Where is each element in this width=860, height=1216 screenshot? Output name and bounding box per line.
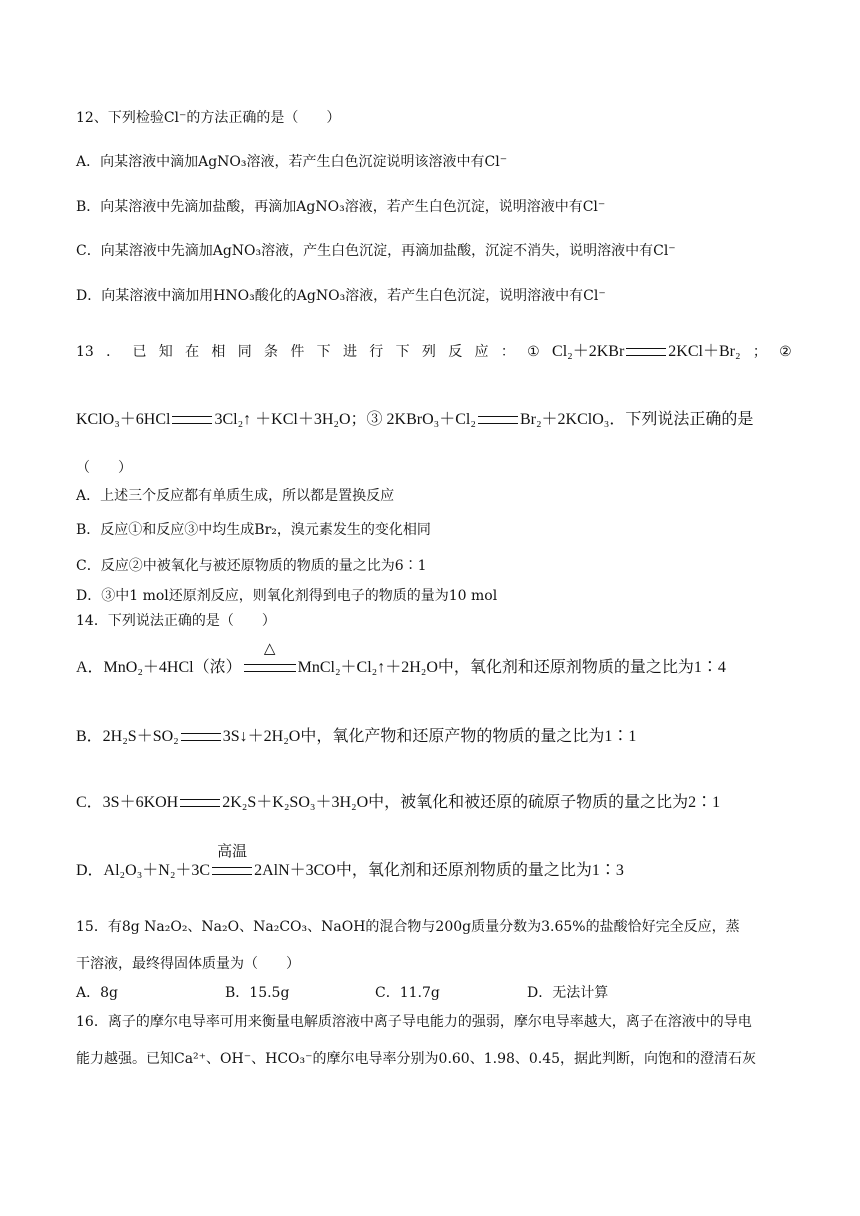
q15-stem-line1: 15．有8g Na₂O₂、Na₂O、Na₂CO₃、NaOH的混合物与200g质量分数为3.65%的盐酸恰好完全反应，蒸 <box>76 919 740 935</box>
q12-stem: 12、下列检验Cl⁻的方法正确的是（ ） <box>76 110 341 126</box>
q15-stem-line2: 干溶液，最终得固体质量为（ ） <box>76 956 300 972</box>
q13-reaction-1: Cl₂＋2KBr 2KCl＋Br₂ <box>552 343 741 360</box>
q14-option-d: D．Al₂O₃＋N₂＋3C 高温 2AlN＋3CO中，氧化剂和还原剂物质的量之比为1∶3 <box>76 842 624 879</box>
q13-option-c: C．反应②中被氧化与被还原物质的物质的量之比为6∶1 <box>76 558 427 574</box>
equals-sign <box>478 416 518 424</box>
equals-sign <box>172 416 212 424</box>
q13-stem-line2: KClO₃＋6HCl 3Cl₂↑ ＋KCl＋3H₂O；③ 2KBrO₃＋Cl₂ Br₂＋2KClO₃．下列说法正确的是 <box>76 411 754 428</box>
q16-stem-line1: 16．离子的摩尔电导率可用来衡量电解质溶液中离子导电能力的强弱，摩尔电导率越大，离子在溶液中的导电 <box>76 1014 752 1030</box>
equals-sign-heat <box>244 639 296 672</box>
q15-option-d: D．无法计算 <box>527 985 609 1001</box>
q13-option-b: B．反应①和反应③中均生成Br₂，溴元素发生的变化相同 <box>76 522 431 538</box>
q14-stem: 14．下列说法正确的是（ ） <box>76 613 276 629</box>
q13-answer-paren: （ ） <box>76 460 132 476</box>
q15-option-c: C．11.7g <box>375 985 440 1001</box>
q13-option-d: D．③中1 mol还原剂反应，则氧化剂得到电子的物质的量为10 mol <box>76 588 498 604</box>
equals-sign <box>181 733 221 741</box>
equals-sign-high-temp <box>212 842 252 875</box>
high-temp-condition: 高温 <box>217 842 248 860</box>
q14-option-a: A．MnO₂＋4HCl（浓） △ MnCl₂＋Cl₂↑＋2H₂O中，氧化剂和还原剂物质的量之比为1∶4 <box>76 639 726 676</box>
q12-option-c: C．向某溶液中先滴加AgNO₃溶液，产生白色沉淀，再滴加盐酸，沉淀不消失，说明溶液中有Cl⁻ <box>76 243 676 259</box>
q12-option-d: D．向某溶液中滴加用HNO₃酸化的AgNO₃溶液，若产生白色沉淀，说明溶液中有Cl⁻ <box>76 288 606 304</box>
q15-options <box>76 983 790 1003</box>
q14-option-c: C．3S＋6KOH 2K₂S＋K₂SO₃＋3H₂O中，被氧化和被还原的硫原子物质的量之比为2∶1 <box>76 794 721 811</box>
q12-option-b: B．向某溶液中先滴加盐酸，再滴加AgNO₃溶液，若产生白色沉淀，说明溶液中有Cl⁻ <box>76 199 606 215</box>
equals-sign <box>180 799 220 807</box>
q13-option-a: A．上述三个反应都有单质生成，所以都是置换反应 <box>76 488 395 504</box>
q13-stem-line1: 13 ． 已 知 在 相 同 条 件 下 进 行 下 列 反 应 ： ① Cl₂＋2KBr 2KCl＋Br₂ ； ② <box>76 343 792 360</box>
q16-stem-line2: 能力越强。已知Ca²⁺、OH⁻、HCO₃⁻的摩尔电导率分别为0.60、1.98、0.45，据此判断，向饱和的澄清石灰 <box>76 1051 757 1067</box>
q14-option-b: B．2H₂S＋SO₂ 3S↓＋2H₂O中，氧化产物和还原产物的物质的量之比为1∶1 <box>76 728 637 745</box>
q12-option-a: A．向某溶液中滴加AgNO₃溶液，若产生白色沉淀说明该溶液中有Cl⁻ <box>76 154 508 170</box>
equals-sign <box>626 348 666 356</box>
q15-option-a: A．8g <box>76 985 118 1001</box>
q15-option-b: B．15.5g <box>225 985 290 1001</box>
heat-condition: △ <box>263 639 276 657</box>
